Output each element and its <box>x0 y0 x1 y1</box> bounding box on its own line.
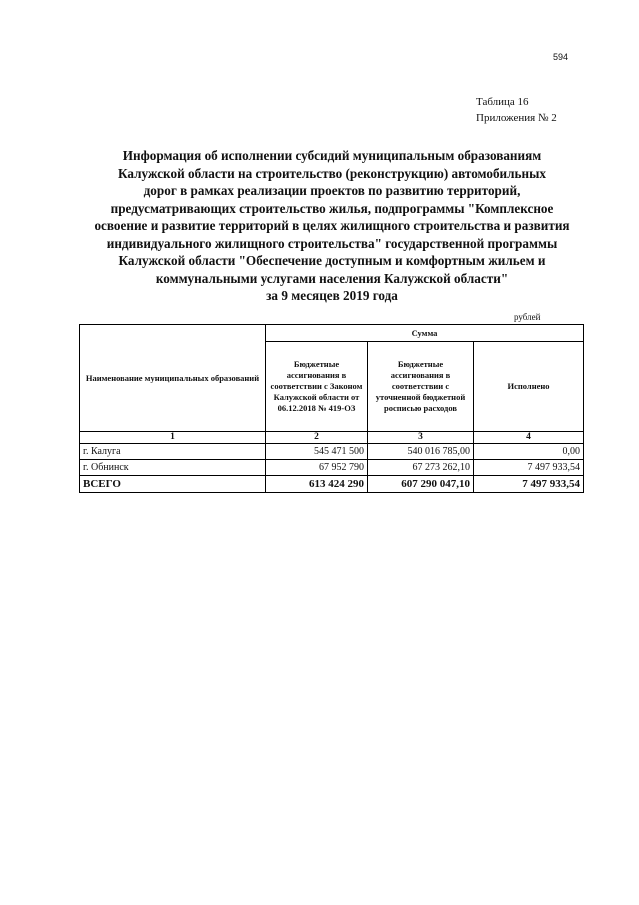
title-line: за 9 месяцев 2019 года <box>266 288 398 303</box>
municipality-name: г. Калуга <box>80 444 266 460</box>
column-number: 3 <box>368 432 474 444</box>
appendix-label: Приложения № 2 <box>476 112 557 124</box>
law-appropriation-value: 67 952 790 <box>266 460 368 476</box>
table-row <box>80 444 584 460</box>
title-line: Калужской области "Обеспечение доступным и комфортным жильем и <box>118 253 546 268</box>
table-reference <box>476 94 557 126</box>
title-line: освоение и развитие территорий в целях жилищного строительства и развития <box>94 218 570 233</box>
title-line: коммунальными услугами населения Калужской области" <box>155 270 509 286</box>
total-law-appropriation: 613 424 290 <box>266 476 368 493</box>
total-executed: 7 497 933,54 <box>474 476 584 493</box>
executed-value: 7 497 933,54 <box>474 460 584 476</box>
column-number: 2 <box>266 432 368 444</box>
refined-appropriation-value: 67 273 262,10 <box>368 460 474 476</box>
total-label: ВСЕГО <box>80 476 266 493</box>
title-line: индивидуального жилищного строительства" государственной программы <box>106 235 558 251</box>
subsidy-table <box>79 324 584 493</box>
total-refined-appropriation: 607 290 047,10 <box>368 476 474 493</box>
refined-appropriation-value: 540 016 785,00 <box>368 444 474 460</box>
column-header-sum: Сумма <box>266 325 584 342</box>
law-appropriation-value: 545 471 500 <box>266 444 368 460</box>
title-line: предусматривающих строительство жилья, подпрограммы "Комплексное <box>110 200 554 216</box>
title-line: дорог в рамках реализации проектов по развитию территорий, <box>143 183 521 198</box>
column-number: 1 <box>80 432 266 444</box>
total-row <box>80 476 584 493</box>
column-number: 4 <box>474 432 584 444</box>
municipality-name: г. Обнинск <box>80 460 266 476</box>
column-header-refined-appropriations: Бюджетные ассигнования в соответствии с уточненной бюджетной росписью расходов <box>368 342 474 432</box>
title-line: Калужской области на строительство (реконструкцию) автомобильных <box>117 165 547 181</box>
column-header-executed: Исполнено <box>474 342 584 432</box>
unit-label: рублей <box>514 312 541 322</box>
table-label: Таблица 16 <box>476 96 529 108</box>
column-header-law-appropriations: Бюджетные ассигнования в соответствии с Законом Калужской области от 06.12.2018 № 419-ОЗ <box>266 342 368 432</box>
page-number: 594 <box>553 52 569 62</box>
title-line: Информация об исполнении субсидий муниципальным образованиям <box>122 148 542 163</box>
table-row <box>80 460 584 476</box>
column-number-row <box>80 432 584 444</box>
executed-value: 0,00 <box>474 444 584 460</box>
document-title <box>84 147 580 305</box>
column-header-name: Наименование муниципальных образований <box>80 325 266 432</box>
